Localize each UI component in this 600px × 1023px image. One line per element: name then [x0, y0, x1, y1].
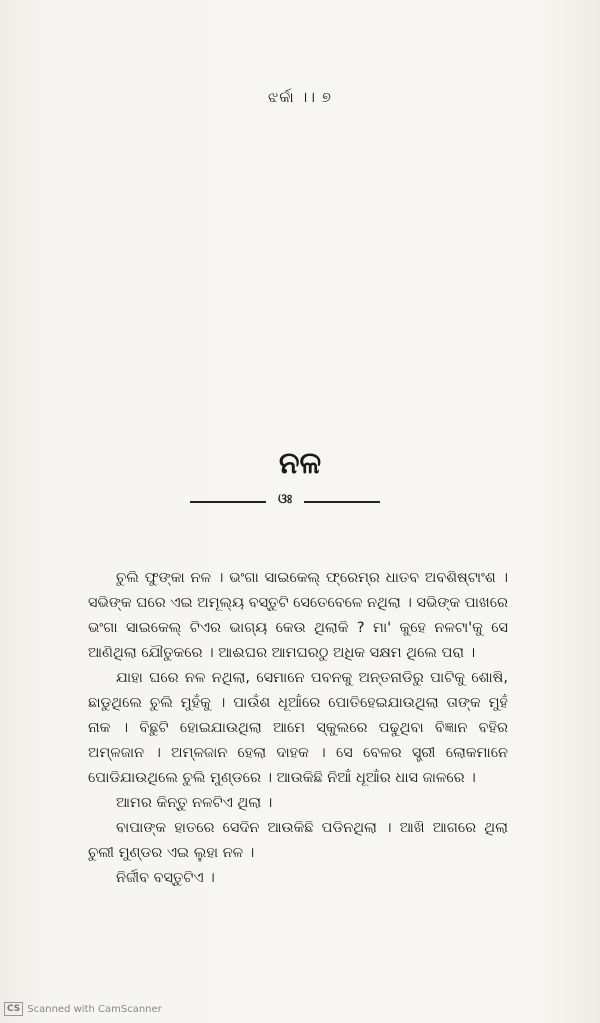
chapter-body	[88, 566, 508, 891]
paragraph-4: ବାପାଙ୍କ ହାତରେ ସେଦିନ ଆଉକିଛି ପଡିନଥିଲା । ଆଖି ଆଗରେ ଥିଲା ଚୁଲୀ ମୁଣ୍ଡର ଏଇ ଲୁହା ନଳ ।	[88, 820, 508, 861]
camscanner-logo-icon: CS	[4, 1002, 23, 1016]
paragraph-3: ଆମର କିନ୍ତୁ ନଳଟିଏ ଥିଲା ।	[116, 795, 273, 811]
divider-line-right	[304, 501, 380, 503]
divider-line-left	[190, 501, 266, 503]
scanner-text: Scanned with CamScanner	[27, 1003, 162, 1015]
title-divider	[190, 492, 380, 512]
chapter-title: ନଳ	[278, 446, 322, 481]
page-header: ଝର୍କା ।। ୭	[268, 88, 332, 106]
paragraph-2: ଯାହା ଘରେ ନଳ ନଥିଲା, ସେମାନେ ପବନକୁ ଅନ୍ତନାଡିରୁ ପାଟିକୁ ଶୋଷି, ଛାଡୁଥିଲେ ଚୁଲି ମୁହଁକୁ । ପାଉଁଶ ଧୂଆଁରେ ପୋତିହେଇଯାଉଥିଲା ତାଙ୍କ ମୁହଁ ନାକ । ବିଛୁଟି ହୋଇଯାଉଥିଲା ଆମେ ସ୍କୁଲରେ ପଢୁଥିବା ବିଜ୍ଞାନ ବହିର ଅମ୍ଳଜାନ । ଅମ୍ଳଜାନ ହେଲା ଦାହକ । ସେ ବେଳର ସ୍ତ୍ରୀ ଲୋକମାନେ ପୋଡିଯାଉଥିଲେ ଚୁଲି ମୁଣ୍ଡରେ । ଆଉକିଛି ନିଆଁ ଧୂଆଁର ଧାସ ଜାଳରେ ।	[88, 670, 508, 786]
paragraph-1: ଚୁଲି ଫୁଙ୍କା ନଳ । ଭଂଗା ସାଇକେଲ୍ ଫ୍ରେମ୍‌ର ଧାତବ ଅବଶିଷ୍ଟାଂଶ । ସଭିଙ୍କ ଘରେ ଏଇ ଅମୂଲ୍ୟ ବସ୍ତୁଟି ସେତେବେଳେ ନଥିଲା । ସଭିଙ୍କ ପାଖରେ ଭଂଗା ସାଇକେଲ୍ ଟିଏର ଭାଗ୍ୟ କେଉ ଥିଲାକି ? ମା' କୁହେ ନଳଟା'କୁ ସେ ଆଣିଥିଲା ଯୌତୁକରେ । ଆଈଘର ଆମଘରଠୁ ଅଧିକ ସକ୍ଷମ ଥିଲେ ପରା ।	[88, 570, 508, 661]
divider-ornament: ଓଃ	[277, 492, 292, 507]
scanner-watermark	[4, 1002, 162, 1016]
paragraph-5: ନିର୍ଜୀବ ବସ୍ତୁଟିଏ ।	[116, 870, 215, 886]
